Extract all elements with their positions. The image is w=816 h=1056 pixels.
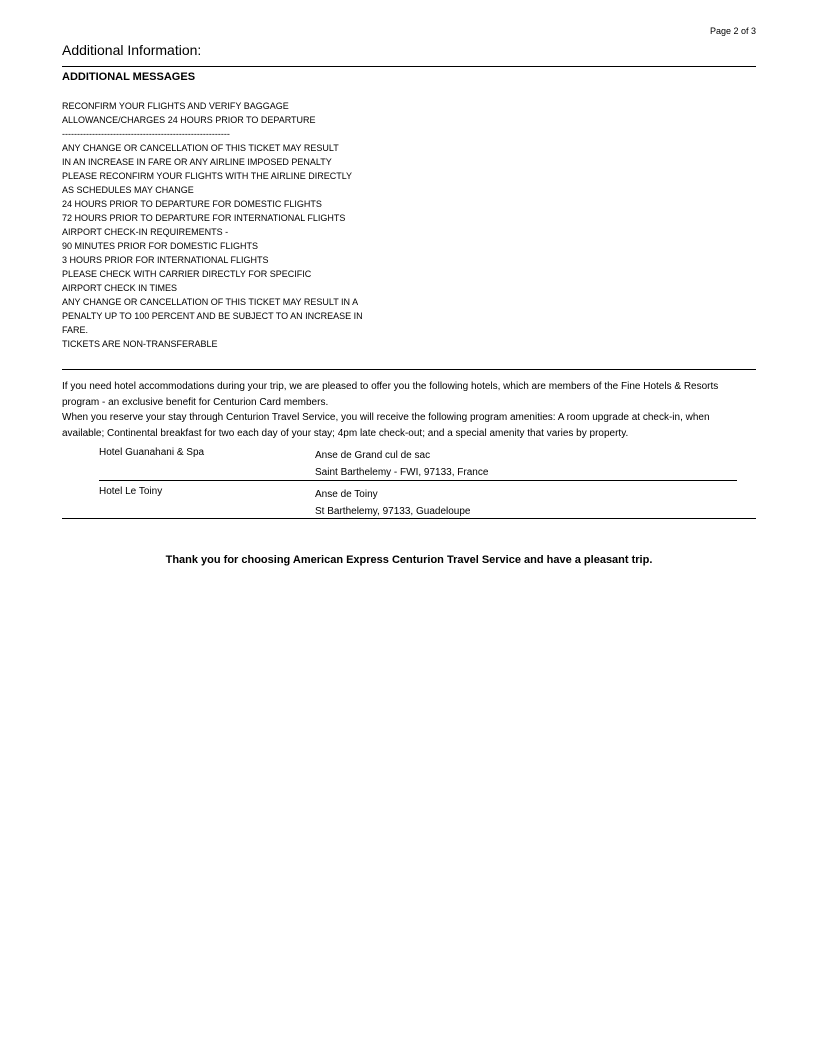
message-line: ANY CHANGE OR CANCELLATION OF THIS TICKET MAY RESULT IN A (62, 297, 359, 307)
hotel-address-line-2: Saint Barthelemy - FWI, 97133, France (315, 467, 489, 478)
hotel-row (99, 445, 737, 481)
message-line: AIRPORT CHECK IN TIMES (62, 283, 178, 293)
messages-list (62, 99, 363, 351)
message-line: PENALTY UP TO 100 PERCENT AND BE SUBJECT TO AN INCREASE IN (62, 311, 363, 321)
thank-you-message: Thank you for choosing American Express Centurion Travel Service and have a pleasant trip. (165, 554, 653, 566)
message-line: AS SCHEDULES MAY CHANGE (62, 185, 194, 195)
message-line: 24 HOURS PRIOR TO DEPARTURE FOR DOMESTIC FLIGHTS (62, 199, 322, 209)
message-line: PLEASE RECONFIRM YOUR FLIGHTS WITH THE AIRLINE DIRECTLY (62, 171, 353, 181)
hotel-table (99, 445, 737, 519)
hotel-address (315, 486, 470, 520)
hotel-amenities-paragraph: When you reserve your stay through Centurion Travel Service, you will receive the following program amenities: A room upgrade at check-in, when available; Continental breakfast for two each day of your stay; 4pm late check-out; and a special amenity that varies by property. (62, 412, 710, 439)
section-divider (62, 66, 756, 67)
message-line: PLEASE CHECK WITH CARRIER DIRECTLY FOR SPECIFIC (62, 269, 312, 279)
message-line: ALLOWANCE/CHARGES 24 HOURS PRIOR TO DEPARTURE (62, 115, 316, 125)
message-line: 90 MINUTES PRIOR FOR DOMESTIC FLIGHTS (62, 241, 259, 251)
message-line: -------------------------------------------------------- (62, 129, 230, 139)
hotel-address-line-1: Anse de Grand cul de sac (315, 450, 431, 461)
message-line: TICKETS ARE NON-TRANSFERABLE (62, 339, 218, 349)
message-line: 3 HOURS PRIOR FOR INTERNATIONAL FLIGHTS (62, 255, 269, 265)
message-line: IN AN INCREASE IN FARE OR ANY AIRLINE IMPOSED PENALTY (62, 157, 332, 167)
hotel-name: Hotel Le Toiny (99, 486, 163, 497)
hotel-address (315, 447, 488, 481)
hotel-row (99, 484, 737, 519)
message-line: RECONFIRM YOUR FLIGHTS AND VERIFY BAGGAGE (62, 101, 289, 111)
hotel-address-line-2: St Barthelemy, 97133, Guadeloupe (315, 506, 471, 517)
message-line: AIRPORT CHECK-IN REQUIREMENTS - (62, 227, 229, 237)
message-line: 72 HOURS PRIOR TO DEPARTURE FOR INTERNATIONAL FLIGHTS (62, 213, 346, 223)
hotel-address-line-1: Anse de Toiny (315, 489, 378, 500)
hotels-divider (62, 518, 756, 519)
section-title: Additional Information: (62, 42, 202, 58)
message-line: ANY CHANGE OR CANCELLATION OF THIS TICKET MAY RESULT (62, 143, 339, 153)
page-number: Page 2 of 3 (709, 26, 756, 36)
hotel-intro (62, 379, 752, 441)
message-line: FARE. (62, 325, 89, 335)
hotel-intro-paragraph: If you need hotel accommodations during your trip, we are pleased to offer you the following hotels, which are members of the Fine Hotels & Resorts program - an exclusive benefit for Centurion Card members. (62, 381, 719, 408)
messages-heading: ADDITIONAL MESSAGES (62, 71, 196, 83)
hotel-name: Hotel Guanahani & Spa (99, 447, 205, 458)
messages-divider (62, 369, 756, 370)
